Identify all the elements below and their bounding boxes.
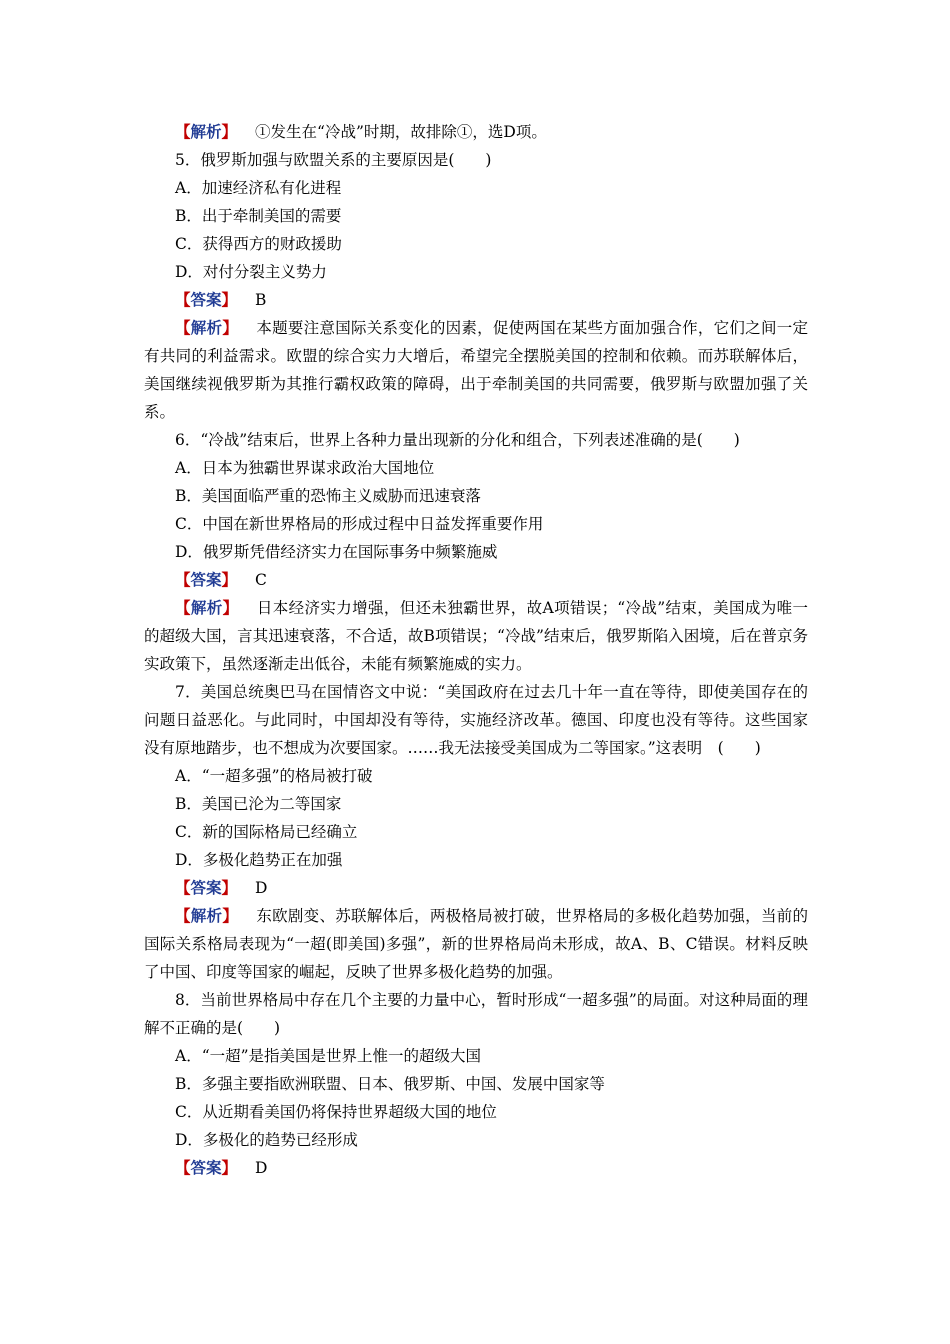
analysis-block: 【解析】 东欧剧变、苏联解体后，两极格局被打破，世界格局的多极化趋势加强，当前的国际关系格局表现为“一超(即美国)多强”，新的世界格局尚未形成，故A、B、C错误。材料反映了中国、印度等国家的崛起，反映了世界多极化趋势的加强。 bbox=[144, 906, 808, 981]
answer-block: 【答案】 D bbox=[175, 1158, 268, 1177]
analysis-text: 日本经济实力增强，但还未独霸世界，故A项错误；“冷战”结束，美国成为唯一的超级大国，言其迅速衰落，不合适，故B项错误；“冷战”结束后，俄罗斯陷入困境，后在普京务实政策下，虽然逐渐走出低谷，未能有频繁施威的实力。 bbox=[144, 599, 808, 673]
option-c: C．从近期看美国仍将保持世界超级大国的地位 bbox=[175, 1103, 497, 1121]
analysis-text: 东欧剧变、苏联解体后，两极格局被打破，世界格局的多极化趋势加强，当前的国际关系格局表现为“一超(即美国)多强”，新的世界格局尚未形成，故A、B、C错误。材料反映了中国、印度等国家的崛起，反映了世界多极化趋势的加强。 bbox=[144, 907, 808, 981]
option-b: B．多强主要指欧洲联盟、日本、俄罗斯、中国、发展中国家等 bbox=[175, 1075, 605, 1093]
analysis-label: 解析 bbox=[190, 318, 223, 337]
option-a: A．“一超多强”的格局被打破 bbox=[175, 767, 373, 785]
analysis-block: 【解析】 日本经济实力增强，但还未独霸世界，故A项错误；“冷战”结束，美国成为唯一的超级大国，言其迅速衰落，不合适，故B项错误；“冷战”结束后，俄罗斯陷入困境，后在普京务实政策下，虽然逐渐走出低谷，未能有频繁施威的实力。 bbox=[144, 598, 808, 673]
answer-value: B bbox=[255, 291, 267, 309]
question-7: 7．美国总统奥巴马在国情咨文中说：“美国政府在过去几十年一直在等待，即使美国存在的问题日益恶化。与此同时，中国却没有等待，实施经济改革。德国、印度也没有等待。这些国家没有原地踏步，也不想成为次要国家。……我无法接受美国成为二等国家。”这表明 ( ) bbox=[144, 683, 808, 757]
option-d: D．俄罗斯凭借经济实力在国际事务中频繁施威 bbox=[175, 543, 498, 561]
analysis-label: 解析 bbox=[190, 906, 223, 925]
answer-block: 【答案】 B bbox=[175, 290, 267, 309]
question-5: 5．俄罗斯加强与欧盟关系的主要原因是( ) bbox=[175, 151, 492, 169]
answer-label: 答案 bbox=[190, 290, 222, 309]
answer-label: 答案 bbox=[190, 570, 222, 589]
analysis-block: 【解析】 本题要注意国际关系变化的因素，促使两国在某些方面加强合作，它们之间一定有共同的利益需求。欧盟的综合实力大增后，希望完全摆脱美国的控制和依赖。而苏联解体后，美国继续视俄罗斯为其推行霸权政策的障碍，出于牵制美国的共同需要，俄罗斯与欧盟加强了关系。 bbox=[144, 318, 808, 421]
analysis-label: 解析 bbox=[190, 122, 222, 141]
option-c: C．新的国际格局已经确立 bbox=[175, 823, 358, 841]
option-c: C．中国在新世界格局的形成过程中日益发挥重要作用 bbox=[175, 515, 544, 533]
option-a: A．日本为独霸世界谋求政治大国地位 bbox=[175, 459, 435, 477]
document-page bbox=[144, 118, 808, 1182]
answer-value: D bbox=[255, 879, 268, 897]
question-6: 6．“冷战”结束后，世界上各种力量出现新的分化和组合，下列表述准确的是( ) bbox=[175, 431, 740, 449]
option-b: B．美国已沦为二等国家 bbox=[175, 795, 342, 813]
option-d: D．多极化的趋势已经形成 bbox=[175, 1131, 358, 1149]
option-b: B．出于牵制美国的需要 bbox=[175, 207, 342, 225]
analysis-text: ①发生在“冷战”时期，故排除①，选D项。 bbox=[255, 123, 547, 141]
answer-block: 【答案】 D bbox=[175, 878, 268, 897]
analysis-label: 解析 bbox=[190, 598, 223, 617]
option-a: A．加速经济私有化进程 bbox=[175, 179, 342, 197]
analysis-block: 【解析】 ①发生在“冷战”时期，故排除①，选D项。 bbox=[175, 122, 547, 141]
answer-block: 【答案】 C bbox=[175, 570, 267, 589]
option-a: A．“一超”是指美国是世界上惟一的超级大国 bbox=[175, 1047, 482, 1065]
option-c: C．获得西方的财政援助 bbox=[175, 235, 342, 253]
analysis-text: 本题要注意国际关系变化的因素，促使两国在某些方面加强合作，它们之间一定有共同的利益需求。欧盟的综合实力大增后，希望完全摆脱美国的控制和依赖。而苏联解体后，美国继续视俄罗斯为其推行霸权政策的障碍，出于牵制美国的共同需要，俄罗斯与欧盟加强了关系。 bbox=[144, 319, 808, 421]
answer-label: 答案 bbox=[190, 878, 222, 897]
question-8: 8．当前世界格局中存在几个主要的力量中心，暂时形成“一超多强”的局面。对这种局面的理解不正确的是( ) bbox=[144, 991, 808, 1037]
option-d: D．多极化趋势正在加强 bbox=[175, 851, 343, 869]
option-b: B．美国面临严重的恐怖主义威胁而迅速衰落 bbox=[175, 487, 481, 505]
answer-value: D bbox=[255, 1159, 268, 1177]
answer-label: 答案 bbox=[190, 1158, 222, 1177]
answer-value: C bbox=[255, 571, 267, 589]
option-d: D．对付分裂主义势力 bbox=[175, 263, 327, 281]
